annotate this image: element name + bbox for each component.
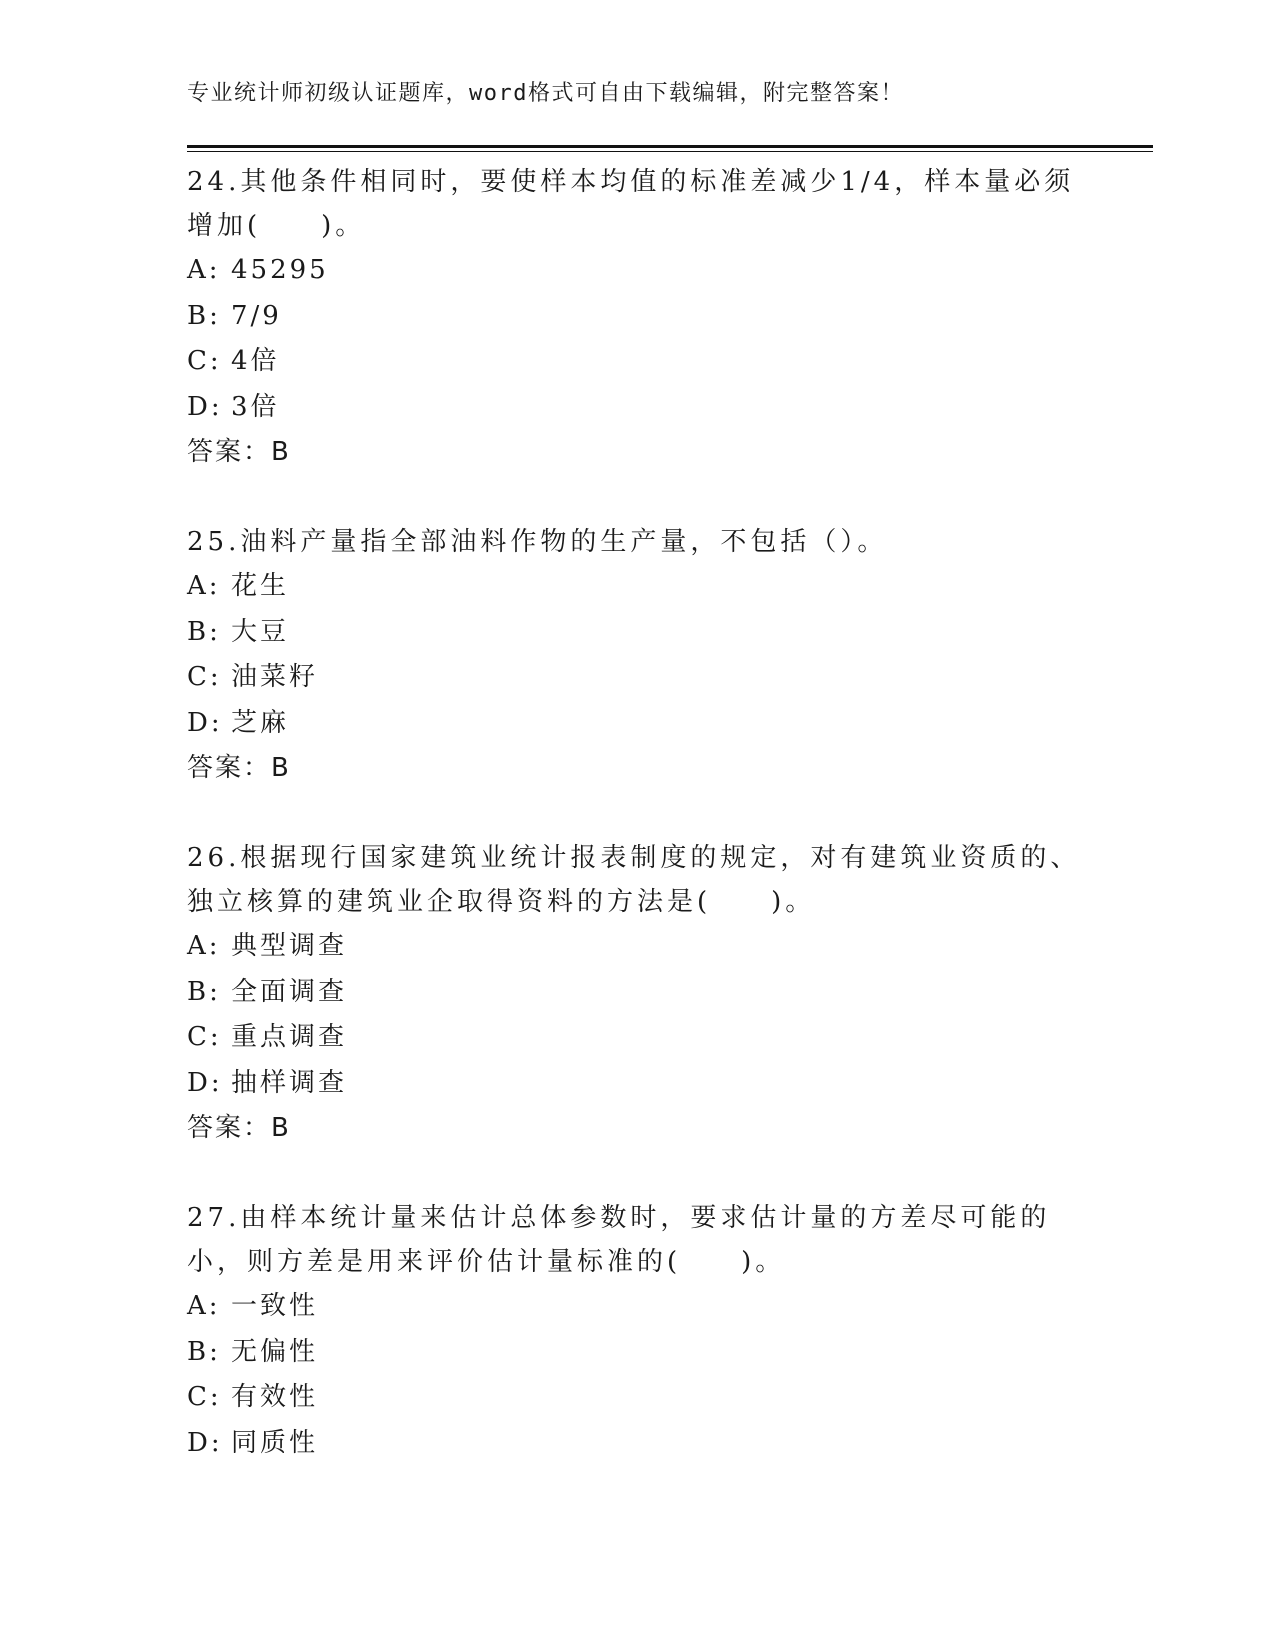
option-label: C: [187,346,222,376]
option-label: B: [187,616,221,647]
option-c [187,339,1087,385]
question-list [187,160,1087,1512]
option-label: B: [187,976,221,1007]
option-b [187,294,1087,340]
option-b [187,1330,1087,1376]
answer-line: 答案：B [187,437,291,467]
option-d [187,701,1087,747]
option-b [187,610,1087,656]
option-label: A: [187,571,221,601]
header-rule-thick [187,145,1153,148]
option-text: 大豆 [231,616,290,647]
option-a [187,924,1087,970]
option-text: 45295 [231,255,329,285]
option-text: 全面调查 [231,976,348,1007]
option-text: 同质性 [231,1427,319,1458]
option-text: 7/9 [231,300,282,331]
option-d [187,1421,1087,1467]
question-27 [187,1196,1087,1466]
question-26 [187,836,1087,1150]
answer-line: 答案：B [187,1113,291,1143]
header-rule-thin [187,151,1153,152]
answer-line: 答案：B [187,753,291,783]
option-label: C: [187,662,222,692]
option-label: C: [187,1382,222,1412]
option-c [187,1015,1087,1061]
option-b [187,970,1087,1016]
question-24 [187,160,1087,474]
option-label: D: [187,1427,223,1458]
option-label: B: [187,300,221,331]
option-text: 有效性 [231,1382,319,1412]
question-stem: 24.其他条件相同时，要使样本均值的标准差减少1/4，样本量必须增加( )。 [187,167,1075,241]
option-text: 抽样调查 [231,1067,348,1098]
page-header: 专业统计师初级认证题库，word格式可自由下载编辑，附完整答案！ [187,81,904,106]
option-label: A: [187,255,221,285]
question-stem: 25.油料产量指全部油料作物的生产量，不包括（）。 [187,527,888,557]
option-text: 3倍 [231,391,280,422]
option-label: D: [187,707,223,738]
option-label: C: [187,1022,222,1052]
option-c [187,655,1087,701]
option-text: 4倍 [231,346,280,376]
option-c [187,1375,1087,1421]
option-label: D: [187,1067,223,1098]
option-text: 芝麻 [231,707,290,738]
option-a [187,1284,1087,1330]
option-text: 典型调查 [231,931,348,961]
option-label: B: [187,1336,221,1367]
question-stem: 27.由样本统计量来估计总体参数时，要求估计量的方差尽可能的小，则方差是用来评价估计量标准的( )。 [187,1203,1051,1277]
question-25 [187,520,1087,790]
option-text: 花生 [231,571,290,601]
option-a [187,248,1087,294]
option-text: 重点调查 [231,1022,348,1052]
option-label: D: [187,391,223,422]
option-text: 油菜籽 [231,662,319,692]
question-stem: 26.根据现行国家建筑业统计报表制度的规定，对有建筑业资质的、独立核算的建筑业企取得资料的方法是( )。 [187,843,1081,917]
option-a [187,564,1087,610]
option-label: A: [187,931,221,961]
option-d [187,1061,1087,1107]
option-text: 一致性 [231,1291,319,1321]
option-d [187,385,1087,431]
option-label: A: [187,1291,221,1321]
option-text: 无偏性 [231,1336,319,1367]
